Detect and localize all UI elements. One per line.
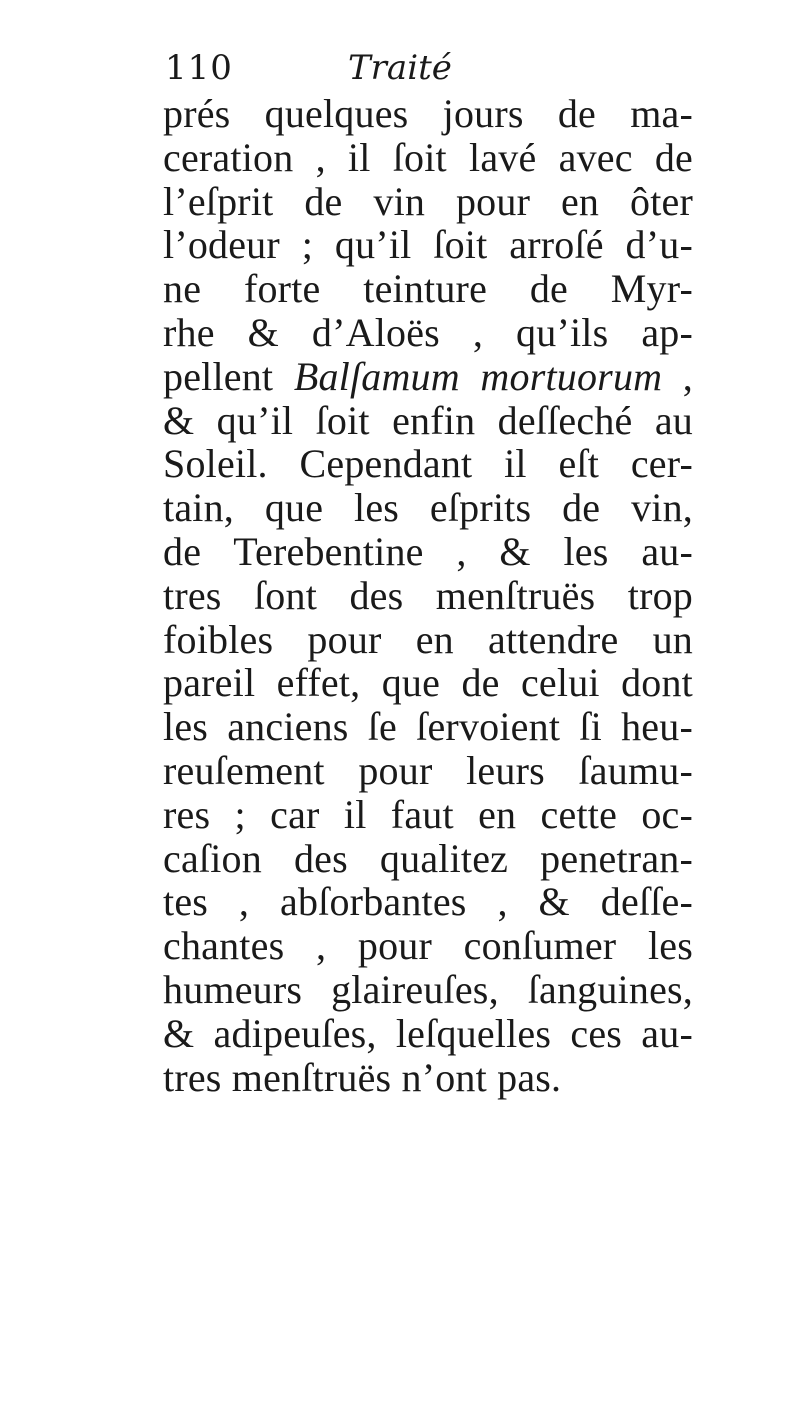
text-line: tes , abſorbantes , & deſſe- bbox=[163, 879, 693, 925]
text-line: rhe & d’Aloës , qu’ils ap- bbox=[163, 309, 693, 355]
italic-phrase: Balſamum mortuorum bbox=[293, 353, 663, 399]
text-line: & qu’il ſoit enfin deſſeché au bbox=[163, 397, 693, 443]
text-line: res ; car il faut en cette oc- bbox=[163, 791, 693, 837]
text-line-with-italic bbox=[163, 355, 693, 399]
text-line: ceration , il ſoit lavé avec de bbox=[163, 134, 693, 180]
text-line: Soleil. Cependant il eſt cer- bbox=[163, 441, 693, 487]
text-line: l’eſprit de vin pour en ôter bbox=[163, 178, 693, 224]
text-line: foibles pour en attendre un bbox=[163, 616, 693, 662]
text-line: ne forte teinture de Myr- bbox=[163, 266, 693, 312]
text-line: prés quelques jours de ma- bbox=[163, 91, 693, 136]
text-line: de Terebentine , & les au- bbox=[163, 528, 693, 574]
text-fragment: pellent bbox=[163, 353, 294, 399]
text-line: l’odeur ; qu’il ſoit arroſé d’u- bbox=[163, 222, 693, 268]
text-fragment: , bbox=[662, 353, 693, 399]
text-line: reuſement pour leurs ſaumu- bbox=[163, 747, 693, 793]
text-line: tres ſont des menſtruës trop bbox=[163, 572, 693, 618]
text-line: tain, que les eſprits de vin, bbox=[163, 485, 693, 531]
body-text bbox=[163, 92, 693, 1099]
text-line: tres menſtruës n’ont pas. bbox=[163, 1054, 562, 1100]
text-line: chantes , pour conſumer les bbox=[163, 923, 693, 969]
running-head bbox=[165, 46, 645, 90]
text-line: humeurs glaireuſes, ſanguines, bbox=[163, 966, 693, 1012]
text-line: caſion des qualitez penetran- bbox=[163, 835, 693, 881]
running-title: Traité bbox=[348, 48, 452, 88]
page-number: 110 bbox=[165, 48, 233, 88]
text-line: & adipeuſes, leſquelles ces au- bbox=[163, 1010, 693, 1056]
text-line: pareil effet, que de celui dont bbox=[163, 660, 693, 706]
text-line: les anciens ſe ſervoient ſi heu- bbox=[163, 704, 693, 750]
